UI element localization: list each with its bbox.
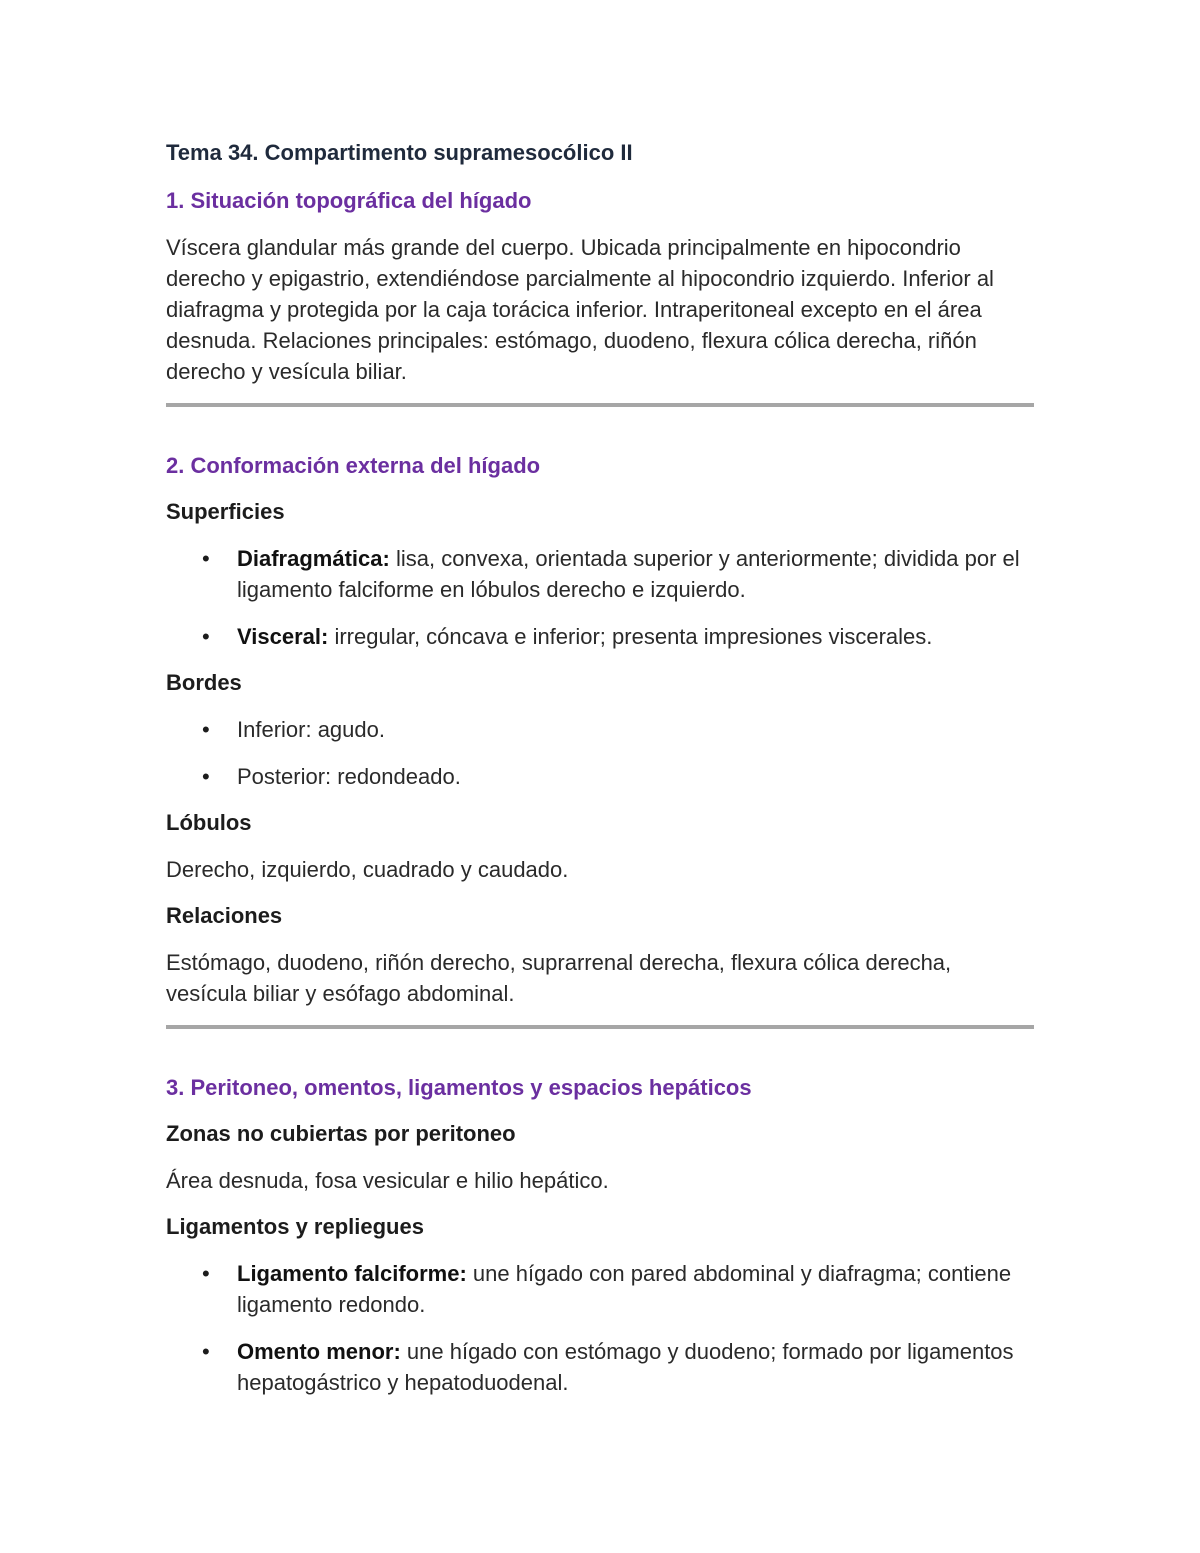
section-divider	[166, 403, 1034, 407]
section-2-heading: 2. Conformación externa del hígado	[166, 453, 541, 478]
bordes-list	[166, 714, 1034, 792]
list-item-text: lisa, convexa, orientada superior y anteriormente; dividida por el ligamento falciforme en lóbulos derecho e izquierdo.	[237, 546, 1020, 602]
list-item-term: Diafragmática:	[237, 546, 390, 571]
list-item-text: irregular, cóncava e inferior; presenta impresiones viscerales.	[328, 624, 933, 649]
list-item	[166, 543, 1034, 605]
list-item-text: une hígado con estómago y duodeno; formado por ligamentos hepatogástrico y hepatoduodenal.	[237, 1339, 1014, 1395]
bordes-heading: Bordes	[166, 670, 242, 695]
bullet-icon: •	[202, 1339, 210, 1364]
section-1-heading: 1. Situación topográfica del hígado	[166, 188, 532, 213]
bullet-icon: •	[202, 546, 210, 571]
zonas-text: Área desnuda, fosa vesicular e hilio hepático.	[166, 1168, 609, 1193]
list-item-term: Omento menor:	[237, 1339, 401, 1364]
lobulos-text: Derecho, izquierdo, cuadrado y caudado.	[166, 857, 569, 882]
document-page	[166, 138, 1034, 1414]
section-1-paragraph: Víscera glandular más grande del cuerpo. Ubicada principalmente en hipocondrio derecho y epigastrio, extendiéndose parcialmente al hipocondrio izquierdo. Inferior al diafragma y protegida por la caja torácica inferior. Intraperitoneal excepto en el área desnuda. Relaciones principales: estómago, duodeno, flexura cólica derecha, riñón derecho y vesícula biliar.	[166, 235, 994, 384]
list-item-text: Inferior: agudo.	[237, 717, 385, 742]
lobulos-heading: Lóbulos	[166, 810, 252, 835]
ligamentos-heading: Ligamentos y repliegues	[166, 1214, 424, 1239]
relaciones-text: Estómago, duodeno, riñón derecho, suprarrenal derecha, flexura cólica derecha, vesícula biliar y esófago abdominal.	[166, 950, 952, 1006]
list-item	[166, 621, 1034, 652]
bullet-icon: •	[202, 1261, 210, 1286]
list-item	[166, 714, 1034, 745]
list-item-text: Posterior: redondeado.	[237, 764, 461, 789]
ligamentos-list	[166, 1258, 1034, 1398]
zonas-heading: Zonas no cubiertas por peritoneo	[166, 1121, 516, 1146]
list-item-term: Visceral:	[237, 624, 329, 649]
document-title: Tema 34. Compartimento supramesocólico II	[166, 140, 633, 165]
relaciones-heading: Relaciones	[166, 903, 283, 928]
list-item	[166, 761, 1034, 792]
list-item-text: une hígado con pared abdominal y diafragma; contiene ligamento redondo.	[237, 1261, 1012, 1317]
section-3-heading: 3. Peritoneo, omentos, ligamentos y espacios hepáticos	[166, 1075, 752, 1100]
superficies-heading: Superficies	[166, 499, 285, 524]
bullet-icon: •	[202, 624, 210, 649]
list-item	[166, 1258, 1034, 1320]
section-divider	[166, 1025, 1034, 1029]
list-item	[166, 1336, 1034, 1398]
bullet-icon: •	[202, 717, 210, 742]
bullet-icon: •	[202, 764, 210, 789]
superficies-list	[166, 543, 1034, 652]
list-item-term: Ligamento falciforme:	[237, 1261, 467, 1286]
